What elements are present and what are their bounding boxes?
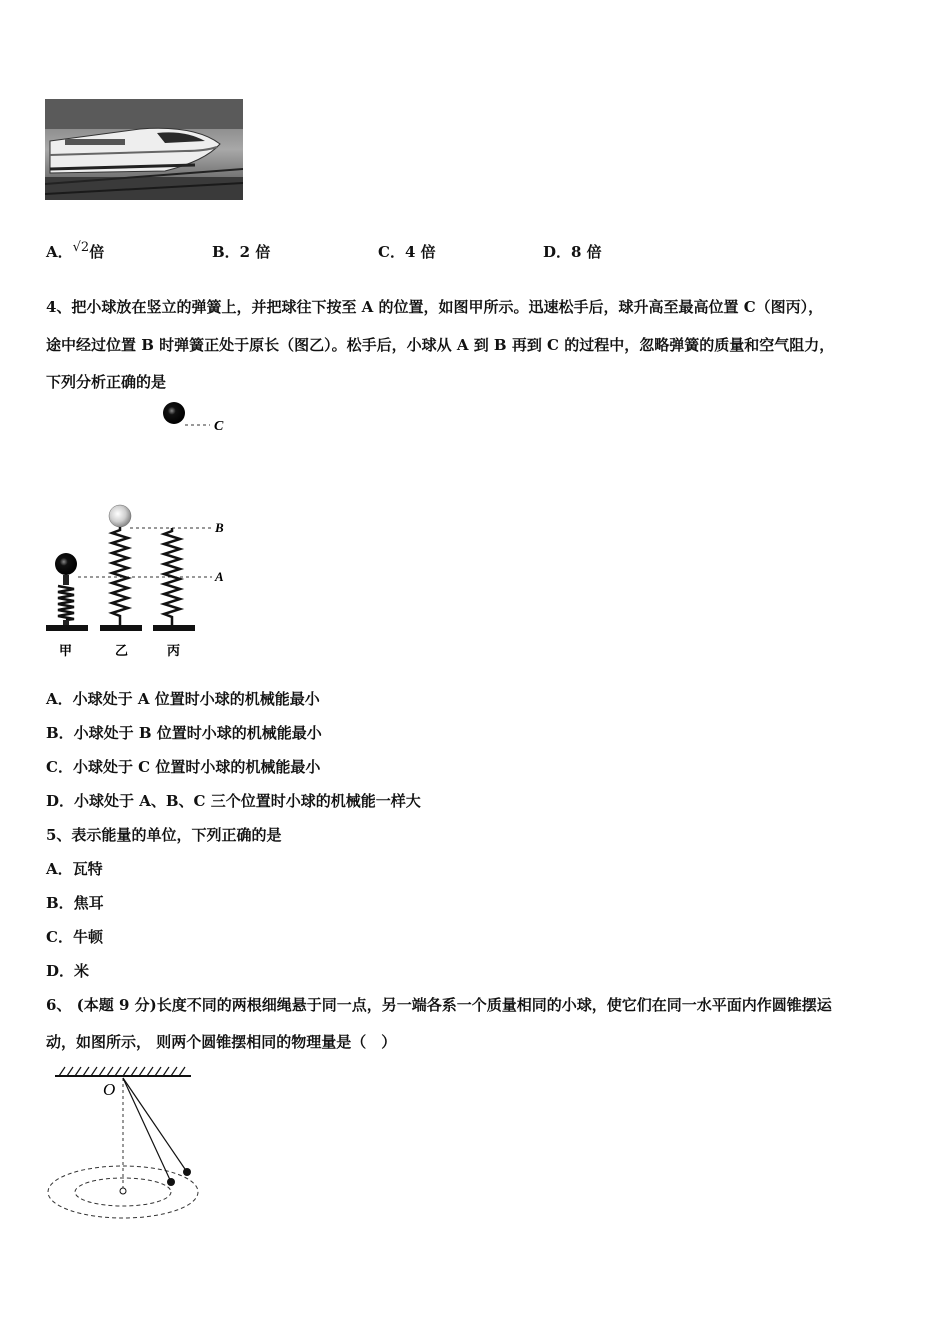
label-yi: 乙 (115, 644, 129, 659)
ball-inner (167, 1178, 175, 1186)
q5-option-a: A．瓦特 (46, 860, 103, 878)
sqrt-symbol: √2 (72, 240, 90, 255)
q5-stem: 5、表示能量的单位，下列正确的是 (46, 826, 282, 844)
ceiling-hatch (59, 1067, 185, 1076)
q4-option-b: B．小球处于 B 位置时小球的机械能最小 (46, 724, 322, 742)
spring-figure (40, 398, 240, 666)
ball-c (163, 402, 185, 424)
q3-option-b: B．2 倍 (212, 243, 271, 261)
spring-bing (164, 528, 180, 626)
q3-option-a (46, 242, 104, 264)
label-o: O (103, 1080, 116, 1099)
q4-option-d: D．小球处于 A、B、C 三个位置时小球的机械能一样大 (46, 792, 421, 810)
ball-jia (55, 553, 77, 575)
q5-option-c: C．牛顿 (46, 928, 103, 946)
q4-option-a: A．小球处于 A 位置时小球的机械能最小 (46, 690, 320, 708)
conical-pendulum-figure (45, 1062, 205, 1232)
train-photo (45, 99, 243, 200)
q4-stem-line-3: 下列分析正确的是 (46, 373, 167, 391)
label-b: B (215, 520, 224, 535)
ball-outer (183, 1168, 191, 1176)
q5-option-b: B．焦耳 (46, 894, 104, 912)
ball-yi (109, 505, 131, 527)
q5-option-d: D．米 (46, 962, 90, 980)
q6-stem-line-1: 6、 (本题 9 分)长度不同的两根细绳悬于同一点，另一端各系一个质量相同的小球，使它们在同一水平面内作圆锥摆运 (46, 996, 832, 1014)
q4-option-c: C．小球处于 C 位置时小球的机械能最小 (46, 758, 321, 776)
label-a: A (215, 569, 224, 584)
label-jia: 甲 (59, 644, 73, 659)
q4-stem-line-1: 4、把小球放在竖立的弹簧上，并把球往下按至 A 的位置，如图甲所示。迅速松手后，球升高至最高位置 C（图丙）， (46, 298, 824, 316)
q3-option-a-label: A． (46, 243, 73, 261)
q4-stem-line-2: 途中经过位置 B 时弹簧正处于原长（图乙）。松手后，小球从 A 到 B 再到 C 的过程中，忽略弹簧的质量和空气阻力， (46, 336, 835, 354)
q3-option-c: C．4 倍 (378, 243, 436, 261)
q6-stem-line-2: 动，如图所示， 则两个圆锥摆相同的物理量是（ ） (46, 1033, 397, 1051)
label-bing: 丙 (167, 644, 181, 659)
label-c: C (214, 419, 224, 434)
q3-option-d: D．8 倍 (543, 243, 602, 261)
spring-jia (58, 586, 74, 620)
q3-option-a-suffix: 倍 (89, 243, 105, 261)
